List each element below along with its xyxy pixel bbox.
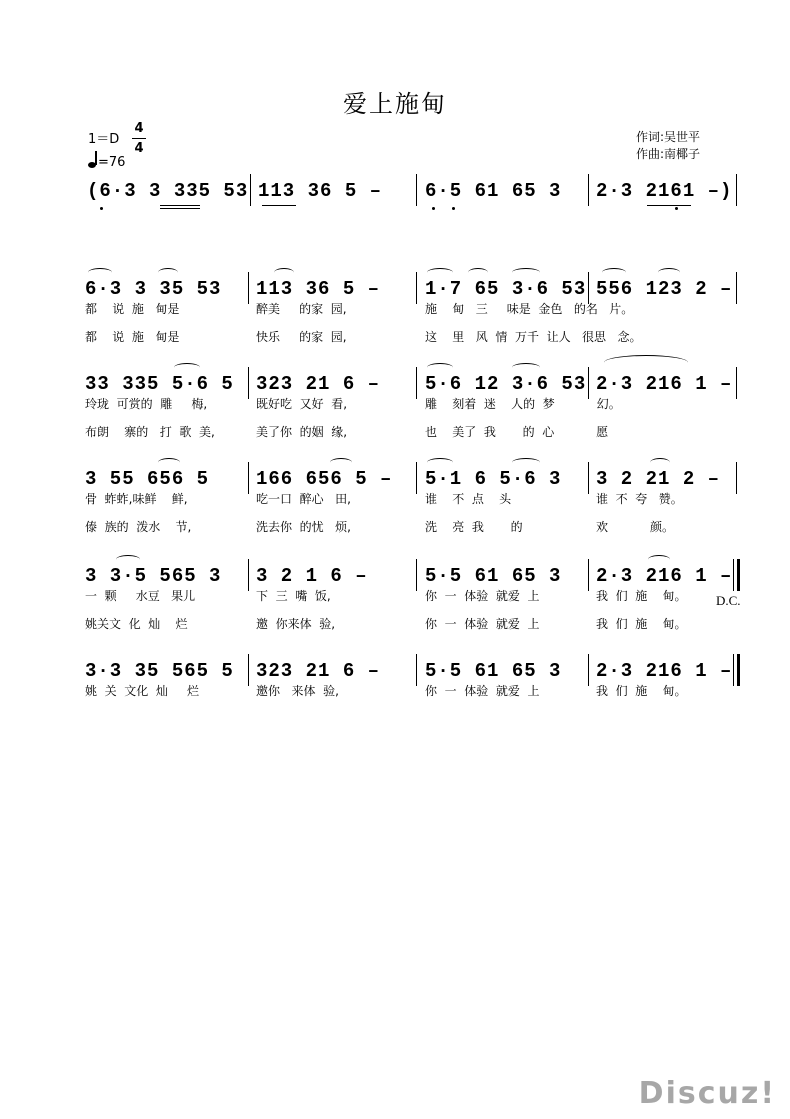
barline — [736, 174, 737, 206]
measure-notes: 6·3 3 35 53 — [85, 278, 222, 300]
measure-notes: 2·3 216 1 – — [596, 565, 733, 587]
barline — [250, 174, 251, 206]
slur — [468, 268, 488, 277]
slur — [88, 268, 112, 277]
slur — [512, 268, 540, 277]
lyric-line-2: 傣 族的 泼水 节, — [85, 520, 192, 534]
barline — [736, 367, 737, 399]
barline — [416, 559, 417, 591]
da-capo-mark: D.C. — [716, 593, 741, 608]
lyric-line-1: 玲珑 可赏的 雕 梅, — [85, 397, 208, 411]
lyric-line-1: 雕 刻着 迷 人的 梦 幻。 — [425, 397, 621, 411]
barline — [416, 272, 417, 304]
barline — [248, 462, 249, 494]
lyric-line-1: 邀你 来体 验, — [256, 684, 339, 698]
measure-notes: 113 36 5 – — [256, 278, 381, 300]
time-signature-rule — [132, 138, 146, 139]
measure-notes: 5·1 6 5·6 3 — [425, 468, 562, 490]
composer-credit: 作曲:南椰子 — [636, 147, 701, 161]
measure-notes: 2·3 216 1 – — [596, 373, 733, 395]
lyric-line-1: 我 们 施 甸。 — [596, 589, 687, 603]
lyric-line-2: 布朗 寨的 打 歌 美, — [85, 425, 215, 439]
measure-notes: 3 3·5 565 3 — [85, 565, 222, 587]
lyric-line-1: 姚 关 文化 灿 烂 — [85, 684, 199, 698]
time-signature-bottom: 4 — [134, 141, 144, 156]
barline — [248, 272, 249, 304]
barline — [588, 654, 589, 686]
lyric-line-1: 吃一口 醉心 田, — [256, 492, 351, 506]
lyric-line-2: 都 说 施 甸是 — [85, 330, 180, 344]
low-octave-dot — [675, 207, 678, 210]
measure-notes: 3 2 21 2 – — [596, 468, 721, 490]
slur — [658, 268, 680, 277]
lyric-line-1: 谁 不 夸 赞。 — [596, 492, 683, 506]
lyric-line-1: 你 一 体验 就爱 上 — [425, 684, 540, 698]
lyric-line-1: 既好吃 又好 看, — [256, 397, 348, 411]
low-octave-dot — [452, 207, 455, 210]
lyric-line-2: 洗 亮 我 的 — [425, 520, 523, 534]
tempo-mark — [88, 154, 125, 170]
lyric-line-1: 谁 不 点 头 — [425, 492, 512, 506]
slur — [602, 268, 626, 277]
slur — [648, 555, 670, 564]
final-barline — [737, 559, 740, 591]
measure-notes: 6·5 61 65 3 — [425, 180, 562, 202]
slur — [650, 458, 670, 467]
time-signature — [132, 120, 146, 157]
low-octave-dot — [100, 207, 103, 210]
slur — [158, 268, 178, 277]
barline — [416, 174, 417, 206]
barline — [588, 462, 589, 494]
measure-notes: 323 21 6 – — [256, 373, 381, 395]
slur — [427, 268, 453, 277]
beat-underline — [160, 205, 200, 206]
slur — [427, 458, 453, 467]
measure-notes: 113 36 5 – — [258, 180, 383, 202]
barline — [736, 462, 737, 494]
slur — [604, 355, 688, 370]
lyric-line-2: 美了你 的姻 缘, — [256, 425, 348, 439]
lyric-line-1: 下 三 嘴 饭, — [256, 589, 331, 603]
measure-notes: 1·7 65 3·6 53 — [425, 278, 587, 300]
lyric-line-2: 我 们 施 甸。 — [596, 617, 687, 631]
watermark-logo: Discuz! — [638, 1076, 776, 1111]
measure-notes: 556 123 2 – — [596, 278, 733, 300]
measure-notes: 3·3 35 565 5 — [85, 660, 234, 682]
barline — [588, 174, 589, 206]
lyricist-credit: 作词:吴世平 — [636, 130, 701, 144]
barline — [588, 559, 589, 591]
key-signature: 1＝D — [88, 132, 120, 147]
slur — [158, 458, 180, 467]
barline — [416, 367, 417, 399]
beat-underline — [262, 205, 296, 206]
slur — [116, 555, 140, 564]
barline — [733, 559, 734, 591]
lyric-line-1: 施 甸 三 味是 金色 的名 片。 — [425, 302, 634, 316]
measure-notes: 166 656 5 – — [256, 468, 393, 490]
lyric-line-1: 都 说 施 甸是 — [85, 302, 180, 316]
measure-notes: 5·6 12 3·6 53 — [425, 373, 587, 395]
lyric-line-2: 这 里 风 情 万千 让人 很思 念。 — [425, 330, 642, 344]
lyric-line-1: 你 一 体验 就爱 上 — [425, 589, 540, 603]
lyric-line-2: 也 美了 我 的 心 愿 — [425, 425, 609, 439]
beat-underline — [647, 205, 691, 206]
barline — [416, 462, 417, 494]
slur — [174, 363, 200, 372]
slur — [512, 458, 540, 467]
measure-notes: (6·3 3 335 53 — [87, 180, 249, 202]
tempo-value: =76 — [98, 155, 126, 170]
time-signature-top: 4 — [134, 121, 144, 136]
barline — [248, 654, 249, 686]
measure-notes: 33 335 5·6 5 — [85, 373, 234, 395]
barline — [416, 654, 417, 686]
lyric-line-1: 一 颗 水豆 果儿 — [85, 589, 196, 603]
measure-notes: 3 55 656 5 — [85, 468, 210, 490]
measure-notes: 2·3 216 1 – — [596, 660, 733, 682]
measure-notes: 3 2 1 6 – — [256, 565, 368, 587]
quarter-note-icon — [88, 154, 98, 168]
measure-notes: 5·5 61 65 3 — [425, 565, 562, 587]
slur — [427, 363, 453, 372]
lyric-line-2: 你 一 体验 就爱 上 — [425, 617, 540, 631]
barline — [733, 654, 734, 686]
slur — [330, 458, 352, 467]
final-barline — [737, 654, 740, 686]
beat-underline — [160, 208, 200, 209]
measure-notes: 323 21 6 – — [256, 660, 381, 682]
lyric-line-2: 邀 你来体 验, — [256, 617, 336, 631]
barline — [736, 272, 737, 304]
barline — [248, 367, 249, 399]
slur — [274, 268, 294, 277]
lyric-line-1: 醉美 的家 园, — [256, 302, 347, 316]
measure-notes: 2·3 2161 –) — [596, 180, 733, 202]
measure-notes: 5·5 61 65 3 — [425, 660, 562, 682]
lyric-line-2: 洗去你 的忧 烦, — [256, 520, 351, 534]
barline — [248, 559, 249, 591]
page-title: 爱上施甸 — [343, 90, 447, 118]
lyric-line-2: 快乐 的家 园, — [256, 330, 347, 344]
lyric-line-1: 我 们 施 甸。 — [596, 684, 687, 698]
low-octave-dot — [432, 207, 435, 210]
slur — [512, 363, 540, 372]
lyric-line-2: 姚关文 化 灿 烂 — [85, 617, 188, 631]
lyric-line-2: 欢 颜。 — [596, 520, 674, 534]
lyric-line-1: 骨 蚱蚱,味鲜 鲜, — [85, 492, 188, 506]
